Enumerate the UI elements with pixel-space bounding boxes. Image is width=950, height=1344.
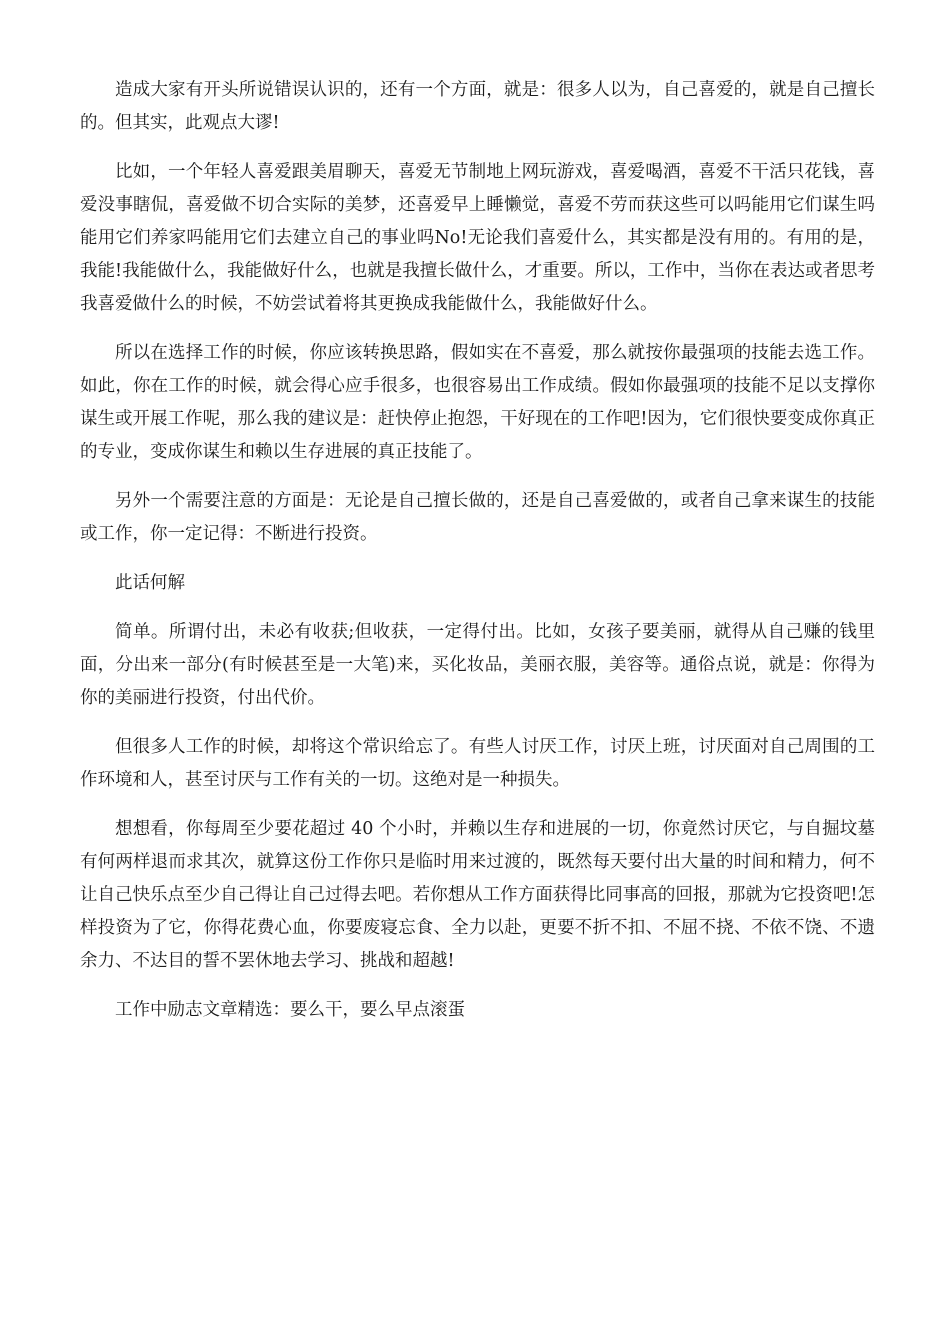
paragraph-1: 造成大家有开头所说错误认识的，还有一个方面，就是：很多人以为，自己喜爱的，就是自己擅长的。但其实，此观点大谬! — [80, 80, 875, 133]
paragraph-8: 想想看，你每周至少要花超过 40 个小时，并赖以生存和进展的一切，你竟然讨厌它，与自掘坟墓有何两样退而求其次，就算这份工作你只是临时用来过渡的，既然每天要付出大量的时间和精力，何不让自己快乐点至少自己得让自己过得去吧。若你想从工作方面获得比同事高的回报，那就为它投资吧!怎样投资为了它，你得花费心血，你要废寝忘食、全力以赴，更要不折不扣、不屈不挠、不依不饶、不遗余力、不达目的誓不罢休地去学习、挑战和超越! — [80, 819, 875, 971]
document-body — [80, 74, 875, 1043]
section-heading: 工作中励志文章精选：要么干，要么早点滚蛋 — [115, 1000, 465, 1020]
paragraph-7: 但很多人工作的时候，却将这个常识给忘了。有些人讨厌工作，讨厌上班，讨厌面对自己周围的工作环境和人，甚至讨厌与工作有关的一切。这绝对是一种损失。 — [80, 737, 875, 790]
paragraph-4: 另外一个需要注意的方面是：无论是自己擅长做的，还是自己喜爱做的，或者自己拿来谋生的技能或工作，你一定记得：不断进行投资。 — [80, 491, 875, 544]
paragraph-2: 比如，一个年轻人喜爱跟美眉聊天，喜爱无节制地上网玩游戏，喜爱喝酒，喜爱不干活只花钱，喜爱没事瞎侃，喜爱做不切合实际的美梦，还喜爱早上睡懒觉，喜爱不劳而获这些可以吗能用它们谋生吗能用它们养家吗能用它们去建立自己的事业吗No!无论我们喜爱什么，其实都是没有用的。有用的是，我能!我能做什么，我能做好什么，也就是我擅长做什么，才重要。所以，工作中，当你在表达或者思考我喜爱做什么的时候，不妨尝试着将其更换成我能做什么，我能做好什么。 — [80, 162, 875, 314]
paragraph-5: 此话何解 — [115, 573, 185, 593]
paragraph-3: 所以在选择工作的时候，你应该转换思路，假如实在不喜爱，那么就按你最强项的技能去选工作。如此，你在工作的时候，就会得心应手很多，也很容易出工作成绩。假如你最强项的技能不足以支撑你谋生或开展工作呢，那么我的建议是：赶快停止抱怨，干好现在的工作吧!因为，它们很快要变成你真正的专业，变成你谋生和赖以生存进展的真正技能了。 — [80, 343, 875, 462]
paragraph-6: 简单。所谓付出，未必有收获;但收获，一定得付出。比如，女孩子要美丽，就得从自己赚的钱里面，分出来一部分(有时候甚至是一大笔)来，买化妆品，美丽衣服，美容等。通俗点说，就是：你得为你的美丽进行投资，付出代价。 — [80, 622, 875, 708]
